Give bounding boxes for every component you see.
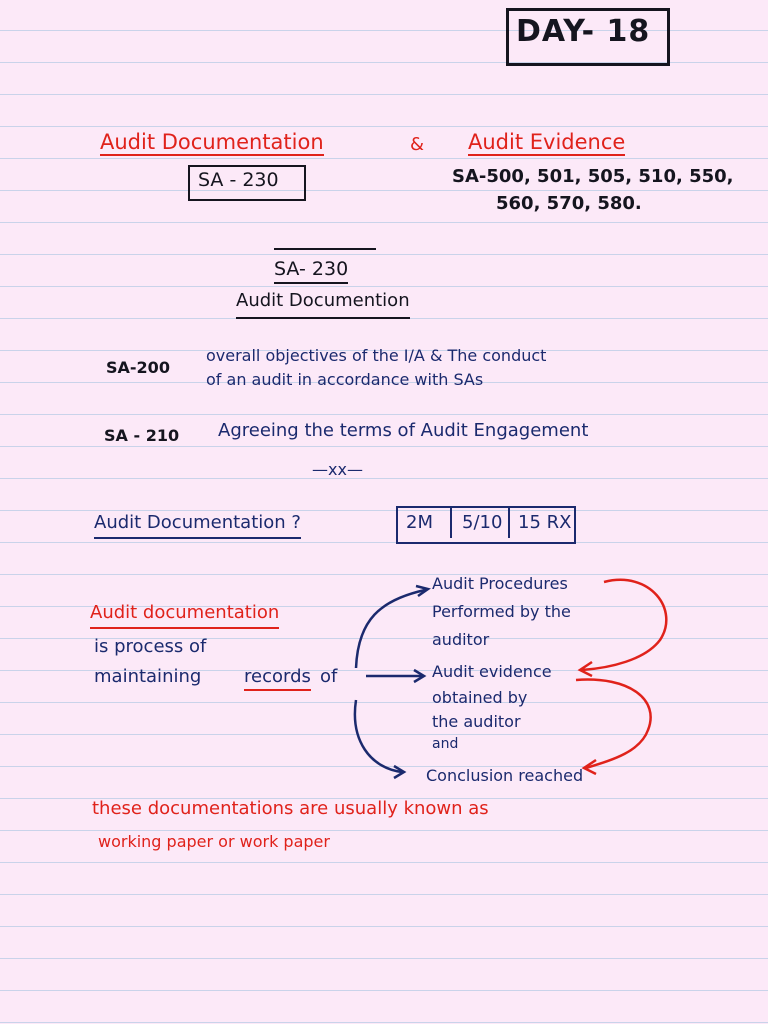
evidence-sa-list-line1: SA-500, 501, 505, 510, 550, — [452, 166, 734, 187]
marks-15rx: 15 RX — [518, 512, 572, 533]
definition-line1: is process of — [94, 636, 207, 657]
item-evidence-line1: Audit evidence — [432, 662, 552, 681]
sa-230-label: SA - 230 — [198, 169, 279, 191]
footer-note-line2: working paper or work paper — [98, 832, 330, 851]
day-label: DAY- 18 — [516, 14, 651, 49]
item-conclusion-line1: Conclusion reached — [426, 766, 584, 785]
item-procedures-line2: Performed by the — [432, 602, 571, 621]
definition-line2-suffix: of — [320, 666, 338, 687]
reference-code-sa200: SA-200 — [106, 358, 170, 377]
reference-code-sa210: SA - 210 — [104, 426, 180, 445]
item-procedures-line3: auditor — [432, 630, 490, 649]
question-text: Audit Documentation ? — [94, 512, 301, 539]
upper-bracket-curve — [356, 590, 425, 668]
red-loop-lower — [576, 680, 651, 768]
separator-mark: —xx— — [312, 460, 363, 479]
item-evidence-line4: and — [432, 736, 459, 752]
red-loop-upper — [582, 580, 666, 670]
section-sa-number: SA- 230 — [274, 258, 348, 284]
evidence-sa-list-line2: 560, 570, 580. — [496, 193, 642, 214]
section-heading: Audit Documention — [236, 290, 410, 319]
reference-sa200-line2: of an audit in accordance with SAs — [206, 370, 484, 389]
definition-line2-records: records — [244, 666, 311, 691]
marks-5-10: 5/10 — [462, 512, 503, 533]
footer-note-line1: these documentations are usually known as — [92, 798, 489, 819]
reference-sa200-line1: overall objectives of the I/A & The conduct — [206, 346, 547, 365]
audit-documentation-title: Audit Documentation — [100, 130, 324, 154]
title-connector: & — [410, 134, 425, 155]
item-procedures-line1: Audit Procedures — [432, 574, 568, 593]
lower-bracket-curve — [355, 700, 402, 772]
audit-evidence-title: Audit Evidence — [468, 130, 626, 154]
item-evidence-line3: the auditor — [432, 712, 521, 731]
definition-line2-prefix: maintaining — [94, 666, 202, 687]
definition-title: Audit documentation — [90, 602, 279, 629]
marks-2m: 2M — [406, 512, 433, 533]
reference-sa210-line1: Agreeing the terms of Audit Engagement — [218, 420, 589, 441]
item-evidence-line2: obtained by — [432, 688, 528, 707]
